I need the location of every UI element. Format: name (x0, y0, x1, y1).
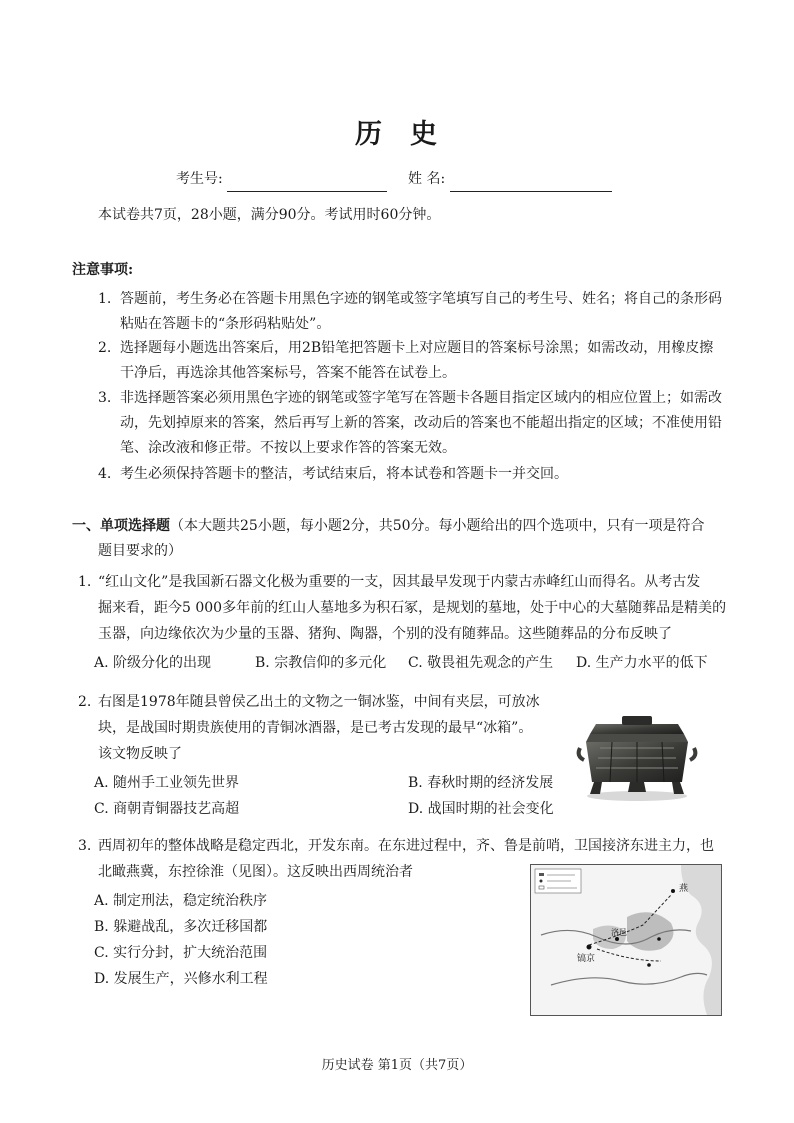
note-1-line-1: 答题前，考生务必在答题卡用黑色字迹的钢笔或签字笔填写自己的考生号、姓名；将自己的条形码 (120, 291, 722, 307)
notes-heading: 注意事项: (72, 262, 134, 278)
note-2-line-2: 干净后，再选涂其他答案标号，答案不能答在试卷上。 (120, 365, 456, 381)
note-1-line-2: 粘贴在答题卡的“条形码粘贴处”。 (120, 316, 331, 332)
exam-number-blank (227, 175, 387, 192)
q1-option-d[interactable]: D. 生产力水平的低下 (576, 655, 708, 671)
q3-option-a[interactable]: A. 制定刑法，稳定统治秩序 (94, 893, 268, 909)
q1-option-a[interactable]: A. 阶级分化的出现 (94, 655, 212, 671)
q1-line-1: “红山文化”是我国新石器文化极为重要的一支，因其最早发现于内蒙古赤峰红山而得名。从考古发 (98, 574, 701, 590)
map-drawing (531, 865, 721, 1015)
note-3-line-1: 非选择题答案必须用黑色字迹的钢笔或签字笔写在答题卡各题目指定区域内的相应位置上；如需改 (120, 390, 722, 406)
name-field: 姓 名: (408, 166, 612, 192)
q2-option-a[interactable]: A. 随州手工业领先世界 (94, 775, 240, 791)
bronze-ice-box-drawing (576, 712, 698, 804)
q3-num: 3. (78, 838, 92, 854)
bronze-ice-box-image (576, 712, 698, 804)
q3-line-1: 西周初年的整体战略是稳定西北，开发东南。在东进过程中，齐、鲁是前哨，卫国接济东进主力，也 (98, 838, 714, 854)
q3-option-d[interactable]: D. 发展生产，兴修水利工程 (94, 971, 268, 987)
q3-line-2: 北瞰燕冀，东控徐淮（见图）。这反映出西周统治者 (98, 864, 413, 880)
q2-num: 2. (78, 694, 92, 710)
q2-option-b[interactable]: B. 春秋时期的经济发展 (408, 775, 554, 791)
section-desc-line-2: 题目要求的） (98, 543, 182, 559)
note-3-num: 3. (98, 390, 112, 406)
q3-option-b[interactable]: B. 躲避战乱，多次迁移国都 (94, 919, 268, 935)
note-4-line-1: 考生必须保持答题卡的整洁，考试结束后，将本试卷和答题卡一并交回。 (120, 466, 568, 482)
exam-summary: 本试卷共7页，28小题，满分90分。考试用时60分钟。 (98, 207, 441, 223)
exam-number-field: 考生号: (176, 166, 387, 192)
note-3-line-2: 动，先划掉原来的答案，然后再写上新的答案，改动后的答案也不能超出指定的区域；不准使用铅 (120, 415, 722, 431)
note-4-num: 4. (98, 466, 112, 482)
section-heading: 一、单项选择题（本大题共25小题，每小题2分，共50分。每小题给出的四个选项中，只有一项是符合 (72, 518, 705, 534)
map-label-luoyi: 洛邑 (611, 928, 627, 937)
western-zhou-map (530, 864, 722, 1016)
page-title: 历 史 (355, 119, 439, 150)
q1-line-2: 掘来看，距今5 000多年前的红山人墓地多为积石冢，是规划的墓地，处于中心的大墓随葬品是精美的 (98, 600, 727, 616)
q1-line-3: 玉器，向边缘依次为少量的玉器、猪狗、陶器，个别的没有随葬品。这些随葬品的分布反映了 (98, 626, 672, 642)
q2-option-c[interactable]: C. 商朝青铜器技艺高超 (94, 801, 240, 817)
name-blank (450, 175, 612, 192)
note-2-line-1: 选择题每小题选出答案后，用2B铅笔把答题卡上对应题目的答案标号涂黑；如需改动，用橡皮擦 (120, 340, 714, 356)
q3-option-c[interactable]: C. 实行分封，扩大统治范围 (94, 945, 268, 961)
q2-line-2: 块，是战国时期贵族使用的青铜冰酒器，是已考古发现的最早“冰箱”。 (98, 720, 533, 736)
map-label-yan: 燕 (679, 884, 689, 894)
note-3-line-3: 笔、涂改液和修正带。不按以上要求作答的答案无效。 (120, 440, 456, 456)
q2-line-1: 右图是1978年随县曾侯乙出土的文物之一铜冰鉴，中间有夹层，可放冰 (98, 694, 540, 710)
q2-option-d[interactable]: D. 战国时期的社会变化 (408, 801, 554, 817)
q1-option-c[interactable]: C. 敬畏祖先观念的产生 (408, 655, 554, 671)
note-2-num: 2. (98, 340, 112, 356)
page-footer: 历史试卷 第1页（共7页） (321, 1058, 473, 1073)
q1-option-b[interactable]: B. 宗教信仰的多元化 (255, 655, 387, 671)
map-label-haojing: 镐京 (577, 954, 596, 964)
q1-num: 1. (78, 574, 92, 590)
note-1-num: 1. (98, 291, 112, 307)
q2-line-3: 该文物反映了 (98, 746, 182, 762)
